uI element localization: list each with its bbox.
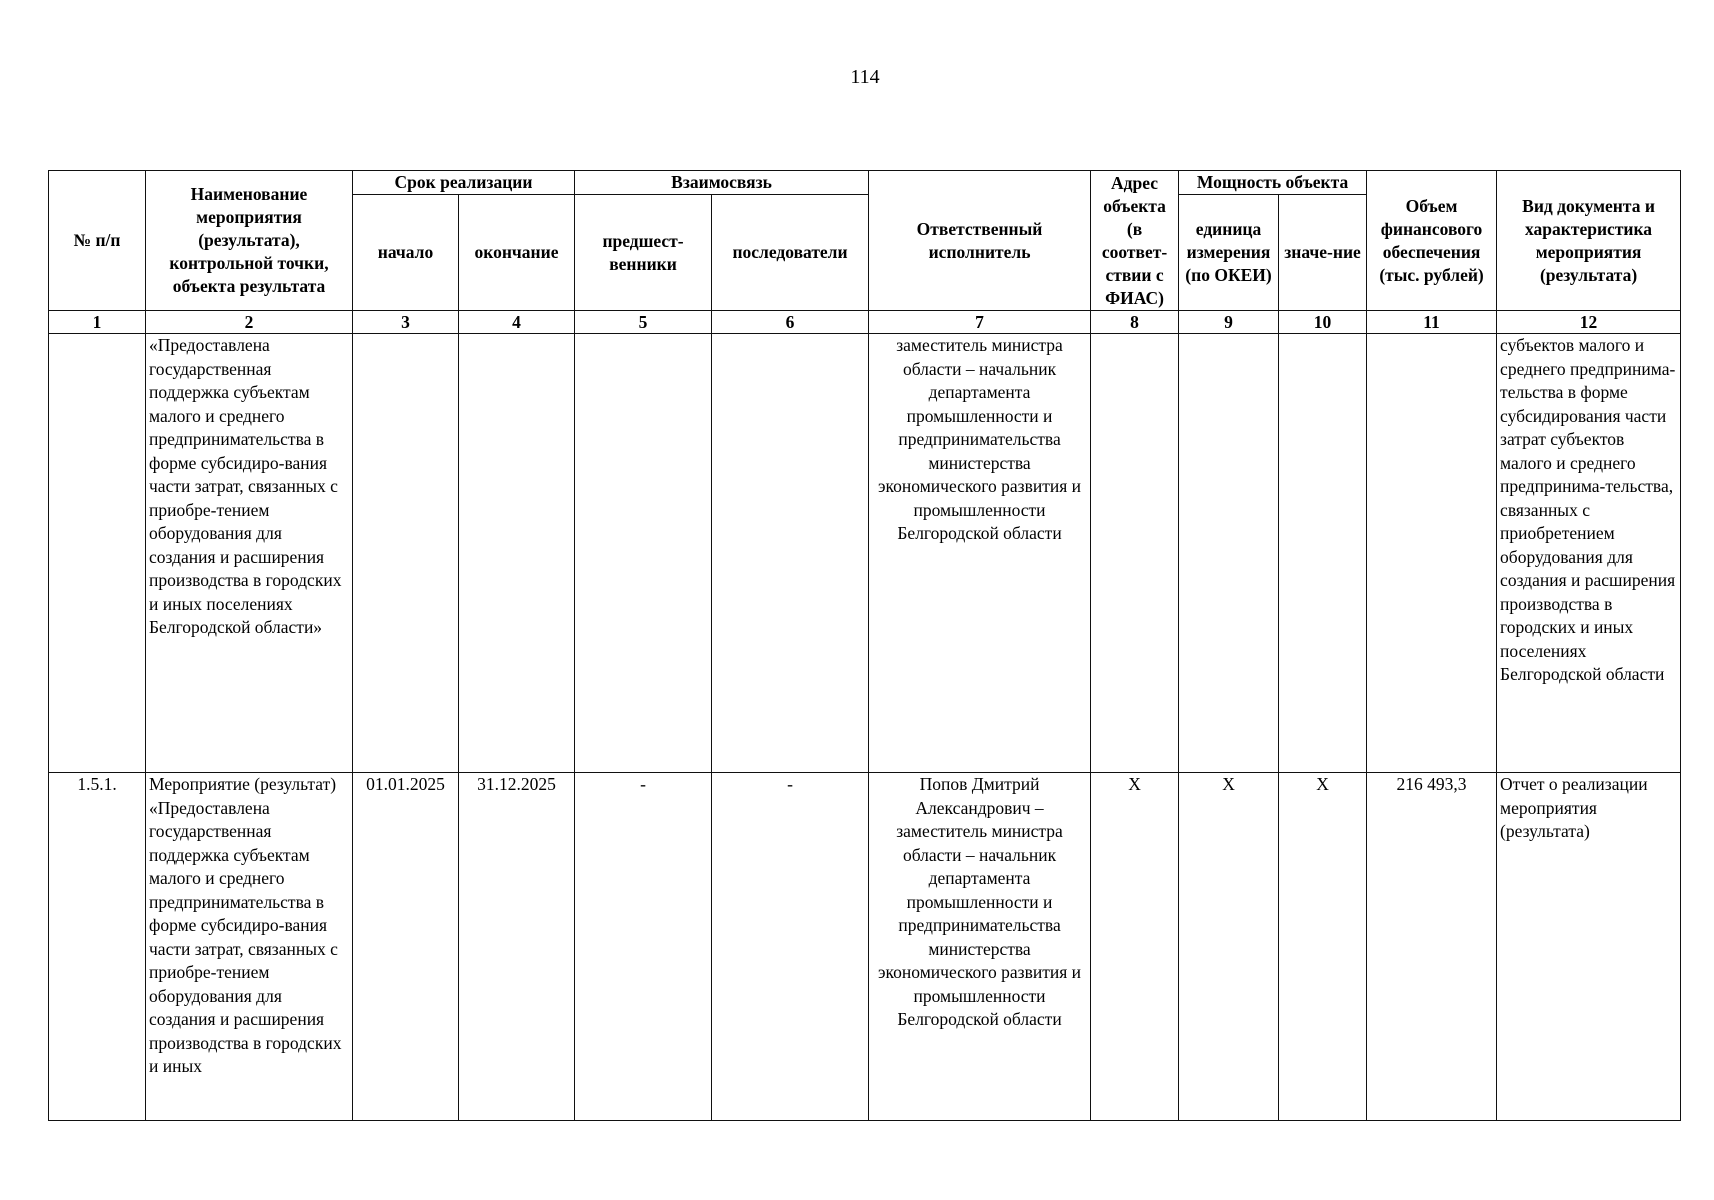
header-group-srok: Срок реализации — [353, 171, 575, 195]
cell-doc: Отчет о реализации мероприятия (результата) — [1497, 773, 1681, 1121]
header-pred: предшест-венники — [575, 195, 712, 311]
column-number: 3 — [353, 311, 459, 334]
cell-start: 01.01.2025 — [353, 773, 459, 1121]
column-number: 5 — [575, 311, 712, 334]
header-name: Наименование мероприятия (результата), контрольной точки, объекта результата — [146, 171, 353, 311]
header-responsible: Ответственный исполнитель — [869, 171, 1091, 311]
header-group-vzaim: Взаимосвязь — [575, 171, 869, 195]
column-number: 11 — [1367, 311, 1497, 334]
cell-pred — [575, 334, 712, 773]
cell-pred: - — [575, 773, 712, 1121]
page-number: 114 — [850, 66, 880, 88]
cell-responsible: заместитель министра области – начальник департамента промышленности и предпринимательства министерства экономического развития и промышленности Белгородской области — [869, 334, 1091, 773]
column-number: 1 — [49, 311, 146, 334]
header-num: № п/п — [49, 171, 146, 311]
column-number: 8 — [1091, 311, 1179, 334]
cell-doc: субъектов малого и среднего предпринима-тельства в форме субсидирования части затрат субъектов малого и среднего предпринима-тельства, связанных с приобретением оборудования для создания и расширения производства в городских и иных поселениях Белгородской области — [1497, 334, 1681, 773]
header-unit: единица измерения (по ОКЕИ) — [1179, 195, 1279, 311]
header-address: Адрес объекта (в соответ-ствии с ФИАС) — [1091, 171, 1179, 311]
cell-address: Х — [1091, 773, 1179, 1121]
cell-post: - — [712, 773, 869, 1121]
header-post: последователи — [712, 195, 869, 311]
column-number: 6 — [712, 311, 869, 334]
activities-table — [48, 170, 1681, 1121]
cell-num: 1.5.1. — [49, 773, 146, 1121]
cell-end — [459, 334, 575, 773]
header-end: окончание — [459, 195, 575, 311]
cell-value — [1279, 334, 1367, 773]
cell-address — [1091, 334, 1179, 773]
cell-name: «Предоставлена государственная поддержка субъектам малого и среднего предпринимательства в форме субсидиро-вания части затрат, связанных с приобре-тением оборудования для создания и расширения производства в городских и иных поселениях Белгородской области» — [146, 334, 353, 773]
cell-num — [49, 334, 146, 773]
cell-name: Мероприятие (результат) «Предоставлена государственная поддержка субъектам малого и среднего предпринимательства в форме субсидиро-вания части затрат, связанных с приобре-тением оборудования для создания и расширения производства в городских и иных — [146, 773, 353, 1121]
cell-responsible: Попов Дмитрий Александрович – заместитель министра области – начальник департамента промышленности и предпринимательства министерства экономического развития и промышленности Белгородской области — [869, 773, 1091, 1121]
table-row — [49, 334, 1681, 773]
header-volume: Объем финансового обеспечения (тыс. рублей) — [1367, 171, 1497, 311]
header-start: начало — [353, 195, 459, 311]
cell-unit — [1179, 334, 1279, 773]
cell-unit: Х — [1179, 773, 1279, 1121]
cell-value: Х — [1279, 773, 1367, 1121]
cell-volume: 216 493,3 — [1367, 773, 1497, 1121]
cell-end: 31.12.2025 — [459, 773, 575, 1121]
column-number: 4 — [459, 311, 575, 334]
header-group-moshch: Мощность объекта — [1179, 171, 1367, 195]
header-value: значе-ние — [1279, 195, 1367, 311]
column-number: 12 — [1497, 311, 1681, 334]
table-row — [49, 773, 1681, 1121]
cell-start — [353, 334, 459, 773]
cell-volume — [1367, 334, 1497, 773]
cell-post — [712, 334, 869, 773]
column-number: 9 — [1179, 311, 1279, 334]
header-doc: Вид документа и характеристика мероприятия (результата) — [1497, 171, 1681, 311]
column-number: 7 — [869, 311, 1091, 334]
column-number: 10 — [1279, 311, 1367, 334]
column-number: 2 — [146, 311, 353, 334]
